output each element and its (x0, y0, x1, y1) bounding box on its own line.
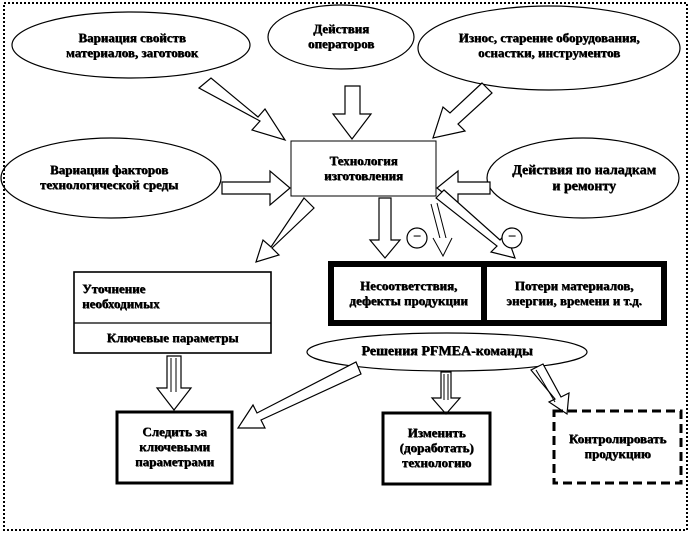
process-label: Технология изготовления (324, 152, 403, 183)
materials-label: Вариация свойств материалов, заготовок (65, 30, 199, 60)
monitor-label: Следить за ключевыми параметрами (135, 424, 214, 469)
arrow-materials (199, 78, 285, 140)
operators-label: Действия операторов (307, 21, 375, 51)
arrow-to-defects (370, 198, 400, 258)
arrow-environment (222, 171, 290, 205)
arrow-keyparams-down (157, 356, 191, 410)
minus-sign-1: − (412, 229, 422, 246)
wear-label: Износ, старение оборудования, оснастки, инструментов (458, 30, 640, 60)
environment-label: Вариации факторов технологической среды (39, 162, 179, 192)
key-params-label: Ключевые параметры (106, 329, 239, 345)
refine-label: Уточнение необходимых (82, 281, 160, 311)
arrow-to-change (432, 372, 460, 414)
defects-label: Несоответствия, дефекты продукции (349, 277, 468, 308)
arrow-to-refine (256, 198, 314, 262)
decision-label: Решения PFMEA-команды (361, 343, 533, 359)
control-label: Контролировать продукцию (568, 431, 667, 461)
arrow-wear (433, 83, 492, 138)
losses-label: Потери материалов, энергии, времени и т.д. (506, 277, 642, 308)
arrow-operators (333, 86, 371, 139)
setup-label: Действия по наладкам и ремонту (512, 162, 656, 194)
minus-sign-2: − (507, 229, 517, 246)
arrow-to-monitor (238, 362, 361, 428)
change-label: Изменить (доработать) технологию (399, 425, 474, 470)
